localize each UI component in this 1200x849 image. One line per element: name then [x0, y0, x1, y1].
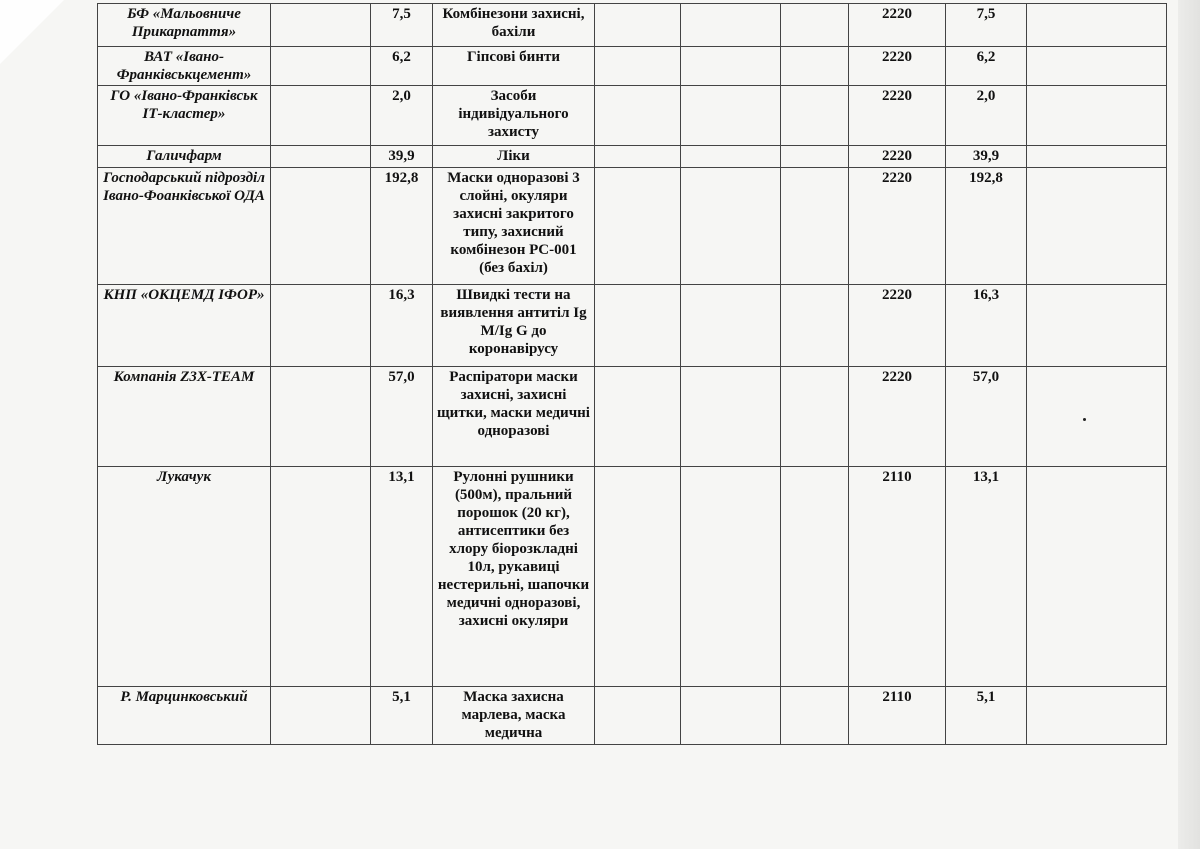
expense-code-cell: 2220: [849, 168, 946, 285]
item-description-cell: Рулонні рушники (500м), пральний порошок (20 кг), антисептики без хлору біорозкладні 10л, рукавиці нестерильні, шапочки медичні одноразові, захисні окуляри: [433, 467, 595, 687]
empty-cell: [271, 285, 371, 367]
org-name-cell: ГО «Івано-Франківськ ІТ-кластер»: [98, 86, 271, 146]
empty-cell: [1027, 86, 1167, 146]
amount-cell: 16,3: [371, 285, 433, 367]
sum-cell: 13,1: [946, 467, 1027, 687]
donations-table: [97, 3, 1167, 745]
sum-cell: 39,9: [946, 146, 1027, 168]
empty-cell: [595, 4, 681, 47]
empty-cell: [271, 4, 371, 47]
empty-cell: [595, 367, 681, 467]
expense-code-cell: 2220: [849, 4, 946, 47]
empty-cell: [1027, 146, 1167, 168]
amount-cell: 6,2: [371, 47, 433, 86]
table-row: [98, 285, 1167, 367]
table-row: [98, 467, 1167, 687]
sum-cell: 5,1: [946, 687, 1027, 745]
empty-cell: [595, 168, 681, 285]
empty-cell: [681, 285, 781, 367]
empty-cell: [681, 168, 781, 285]
table-row: [98, 47, 1167, 86]
table-row: [98, 367, 1167, 467]
expense-code-cell: 2220: [849, 285, 946, 367]
empty-cell: [1027, 47, 1167, 86]
empty-cell: [271, 146, 371, 168]
sum-cell: 6,2: [946, 47, 1027, 86]
empty-cell: [781, 168, 849, 285]
table-row: [98, 687, 1167, 745]
item-description-cell: Комбінезони захисні, бахіли: [433, 4, 595, 47]
org-name-cell: Господарський підрозділ Івано-Фоанківської ОДА: [98, 168, 271, 285]
table-row: [98, 4, 1167, 47]
folded-corner: [0, 0, 64, 64]
empty-cell: [781, 47, 849, 86]
empty-cell: [681, 47, 781, 86]
org-name-cell: БФ «Мальовниче Прикарпаття»: [98, 4, 271, 47]
empty-cell: [271, 168, 371, 285]
empty-cell: [271, 367, 371, 467]
org-name-cell: Р. Марцинковський: [98, 687, 271, 745]
item-description-cell: Гіпсові бинти: [433, 47, 595, 86]
empty-cell: [271, 687, 371, 745]
sum-cell: 57,0: [946, 367, 1027, 467]
amount-cell: 192,8: [371, 168, 433, 285]
amount-cell: 2,0: [371, 86, 433, 146]
amount-cell: 7,5: [371, 4, 433, 47]
empty-cell: [681, 687, 781, 745]
table-row: [98, 168, 1167, 285]
empty-cell: [271, 47, 371, 86]
empty-cell: [781, 146, 849, 168]
amount-cell: 13,1: [371, 467, 433, 687]
empty-cell: [595, 687, 681, 745]
amount-cell: 39,9: [371, 146, 433, 168]
expense-code-cell: 2110: [849, 467, 946, 687]
item-description-cell: Маски одноразові 3 слойні, окуляри захисні закритого типу, захисний комбінезон PC-001 (без бахіл): [433, 168, 595, 285]
empty-cell: [681, 146, 781, 168]
empty-cell: [1027, 367, 1167, 467]
org-name-cell: Лукачук: [98, 467, 271, 687]
empty-cell: [595, 285, 681, 367]
empty-cell: [595, 146, 681, 168]
empty-cell: [595, 467, 681, 687]
item-description-cell: Распіратори маски захисні, захисні щитки, маски медичні одноразові: [433, 367, 595, 467]
org-name-cell: Компанія Z3X-TEAM: [98, 367, 271, 467]
empty-cell: [681, 467, 781, 687]
empty-cell: [595, 47, 681, 86]
empty-cell: [595, 86, 681, 146]
expense-code-cell: 2220: [849, 47, 946, 86]
item-description-cell: Швидкі тести на виявлення антитіл Ig M/Ig G до коронавірусу: [433, 285, 595, 367]
empty-cell: [271, 467, 371, 687]
sum-cell: 7,5: [946, 4, 1027, 47]
empty-cell: [1027, 4, 1167, 47]
table-row: [98, 146, 1167, 168]
table-row: [98, 86, 1167, 146]
empty-cell: [781, 4, 849, 47]
expense-code-cell: 2220: [849, 86, 946, 146]
scan-speck: [1083, 418, 1086, 421]
empty-cell: [781, 467, 849, 687]
empty-cell: [681, 367, 781, 467]
org-name-cell: Галичфарм: [98, 146, 271, 168]
empty-cell: [1027, 285, 1167, 367]
sum-cell: 16,3: [946, 285, 1027, 367]
amount-cell: 5,1: [371, 687, 433, 745]
expense-code-cell: 2220: [849, 146, 946, 168]
empty-cell: [781, 285, 849, 367]
expense-code-cell: 2220: [849, 367, 946, 467]
empty-cell: [781, 86, 849, 146]
expense-code-cell: 2110: [849, 687, 946, 745]
item-description-cell: Засоби індивідуального захисту: [433, 86, 595, 146]
item-description-cell: Ліки: [433, 146, 595, 168]
empty-cell: [681, 4, 781, 47]
empty-cell: [1027, 168, 1167, 285]
item-description-cell: Маска захисна марлева, маска медична: [433, 687, 595, 745]
empty-cell: [781, 687, 849, 745]
empty-cell: [781, 367, 849, 467]
empty-cell: [271, 86, 371, 146]
org-name-cell: ВАТ «Івано-Франківськцемент»: [98, 47, 271, 86]
empty-cell: [1027, 467, 1167, 687]
org-name-cell: КНП «ОКЦЕМД ІФОР»: [98, 285, 271, 367]
scan-edge-shadow: [1178, 0, 1200, 849]
sum-cell: 2,0: [946, 86, 1027, 146]
empty-cell: [681, 86, 781, 146]
sum-cell: 192,8: [946, 168, 1027, 285]
amount-cell: 57,0: [371, 367, 433, 467]
empty-cell: [1027, 687, 1167, 745]
